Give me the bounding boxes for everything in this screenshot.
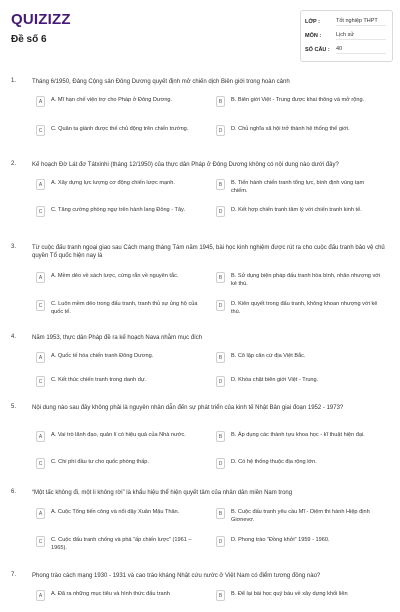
question-number: 7. [11,572,17,578]
question-text: Năm 1953, thực dân Pháp đề ra kế hoạch Nava nhằm mục đích [32,335,203,341]
option-letter-box: C [36,536,45,547]
option-text: A. Mềm dẻo về sách lược, cứng rắn về nguyên tắc. [51,273,179,279]
meta-count-row [305,43,386,57]
answer-option[interactable] [36,272,206,294]
answer-option[interactable] [216,590,386,612]
option-letter-box: D [216,125,225,136]
question-number: 5. [11,404,17,410]
answer-option[interactable] [216,458,386,480]
option-letter-box: A [36,508,45,519]
option-text: C. Quân ta giành được thế chủ động trên chiến trường. [51,126,189,132]
option-letter-box: B [216,431,225,442]
question-number: 2. [11,161,17,167]
question-text: Nội dung nào sau đây không phải là nguyên nhân dẫn đến sự phát triển của kinh tế Nhật Bản giai đoạn 1952 - 1973? [32,405,344,411]
option-letter-box: D [216,376,225,387]
option-text: A. Cuộc Tổng tiến công và nổi dậy Xuân Mậu Thân. [51,509,180,515]
option-text: D. Khóa chặt biên giới Việt - Trung. [231,377,319,383]
answer-option[interactable] [216,376,386,398]
question-text: Kế hoạch Đờ Lát đơ Tátxinhi (tháng 12/1950) của thực dân Pháp ở Đông Dương không có nội dung nào dưới đây? [32,162,339,168]
option-letter-box: D [216,206,225,217]
question-text: Phong trào cách mạng 1930 - 1931 và cao trào kháng Nhật cứu nước ở Việt Nam có điểm tương đồng nào? [32,573,321,579]
meta-box [300,10,393,62]
option-letter-box: B [216,272,225,283]
answer-option[interactable] [36,300,206,322]
answer-option[interactable] [36,590,206,612]
option-text: B. Biên giới Việt - Trung được khai thông và mở rộng. [231,97,365,103]
meta-key: SỐ CÂU : [305,47,330,53]
option-text: B. Tiến hành chiến tranh tổng lực, bình định vùng tạm chiếm. [231,180,365,194]
option-letter-box: A [36,272,45,283]
option-letter-box: B [216,508,225,519]
option-letter-box: D [216,300,225,311]
option-text: C. Tăng cường phòng ngự trên hành lang Đông - Tây. [51,207,185,213]
question-text: Tháng 6/1950, Đảng Cộng sản Đông Dương quyết định mở chiến dịch Biên giới trong hoàn cảnh [32,79,290,85]
answer-option[interactable] [36,206,206,228]
answer-option[interactable] [36,125,206,147]
answer-option[interactable] [216,206,386,228]
answer-option[interactable] [36,96,206,118]
option-letter-box: D [216,458,225,469]
question-number: 3. [11,244,17,250]
answer-option[interactable] [216,179,386,201]
option-text: C. Chi phí đầu tư cho quốc phòng thấp. [51,459,149,465]
option-text: A. Mĩ hạn chế viện trợ cho Pháp ở Đông Dương. [51,97,173,103]
meta-subject-row [305,29,386,43]
option-letter-box: C [36,125,45,136]
answer-option[interactable] [216,96,386,118]
header [0,0,400,64]
answer-option[interactable] [216,125,386,147]
option-letter-box: D [216,536,225,547]
option-letter-box: C [36,300,45,311]
option-text: D. Phong trào “Đồng khởi” 1959 - 1960. [231,537,330,543]
question-text: Từ cuộc đấu tranh ngoại giao sau Cách mạng tháng Tám năm 1945, bài học kinh nghiệm được rút ra cho cuộc đấu tranh bảo vệ chủ quyền Tổ quốc hiện nay là [32,245,385,259]
answer-option[interactable] [216,300,386,322]
answer-option[interactable] [36,536,206,558]
quizizz-logo: QUIZIZZ [11,11,71,28]
option-letter-box: C [36,206,45,217]
meta-class-row [305,15,386,29]
option-text: C. Cuộc đấu tranh chống và phá “ấp chiến lược” (1961 – 1965). [51,537,192,551]
option-text: B. Sử dụng biện pháp đấu tranh hòa bình, nhân nhượng với kẻ thù. [231,273,381,287]
option-text: C. Kết thúc chiến tranh trong danh dự. [51,377,147,383]
answer-option[interactable] [36,458,206,480]
option-text: D. Kết hợp chiến tranh tâm lý với chiến tranh kinh tế. [231,207,362,213]
question-number: 4. [11,334,17,340]
document-title: Đề số 6 [11,34,47,45]
option-letter-box: B [216,352,225,363]
option-letter-box: A [36,179,45,190]
answer-option[interactable] [216,352,386,374]
answer-option[interactable] [36,376,206,398]
option-text: D. Kiên quyết trong đấu tranh, không khoan nhượng với kẻ thù. [231,301,378,315]
option-letter-box: A [36,590,45,601]
option-text: A. Xây dựng lực lượng cơ động chiến lược mạnh. [51,180,175,186]
option-text: A. Quốc tế hóa chiến tranh Đông Dương. [51,353,154,359]
option-text: D. Chủ nghĩa xã hội trở thành hệ thống thế giới. [231,126,350,132]
answer-option[interactable] [216,431,386,453]
meta-value: Lịch sử [336,32,386,40]
option-text: B. Để lại bài học quý báu về xây dựng khối liên [231,591,348,597]
question-text: “Một tấc không đi, một li không rời” là khẩu hiệu thể hiện quyết tâm của nhân dân miền Nam trong [32,490,293,496]
option-text: B. Cô lập căn cứ địa Việt Bắc. [231,353,306,359]
question-number: 6. [11,489,17,495]
answer-option[interactable] [216,536,386,558]
answer-option[interactable] [36,179,206,201]
option-text: B. Cuộc đấu tranh yêu cầu Mĩ - Diệm thi hành Hiệp định Giơnevơ. [231,509,370,523]
answer-option[interactable] [36,431,206,453]
meta-value: Tốt nghiệp THPT [336,18,386,26]
answer-option[interactable] [36,508,206,530]
option-letter-box: A [36,96,45,107]
option-letter-box: A [36,352,45,363]
option-letter-box: B [216,590,225,601]
answer-option[interactable] [36,352,206,374]
option-text: B. Áp dụng các thành tựu khoa học - kĩ thuật hiện đại. [231,432,365,438]
option-letter-box: B [216,179,225,190]
question-number: 1. [11,78,17,84]
meta-key: MÔN : [305,33,322,39]
meta-value: 40 [336,46,386,54]
option-text: D. Có hệ thống thuộc địa rộng lớn. [231,459,317,465]
option-letter-box: A [36,431,45,442]
option-letter-box: B [216,96,225,107]
option-text: A. Vai trò lãnh đạo, quản lí có hiệu quả của Nhà nước. [51,432,186,438]
option-letter-box: C [36,376,45,387]
option-text: C. Luôn mềm dẻo trong đấu tranh, tranh thủ sự ủng hộ của quốc tế. [51,301,198,315]
meta-key: LỚP : [305,19,320,25]
answer-option[interactable] [216,508,386,530]
option-text: A. Đã ra những mục tiêu và hình thức đấu tranh [51,591,170,597]
answer-option[interactable] [216,272,386,294]
option-letter-box: C [36,458,45,469]
